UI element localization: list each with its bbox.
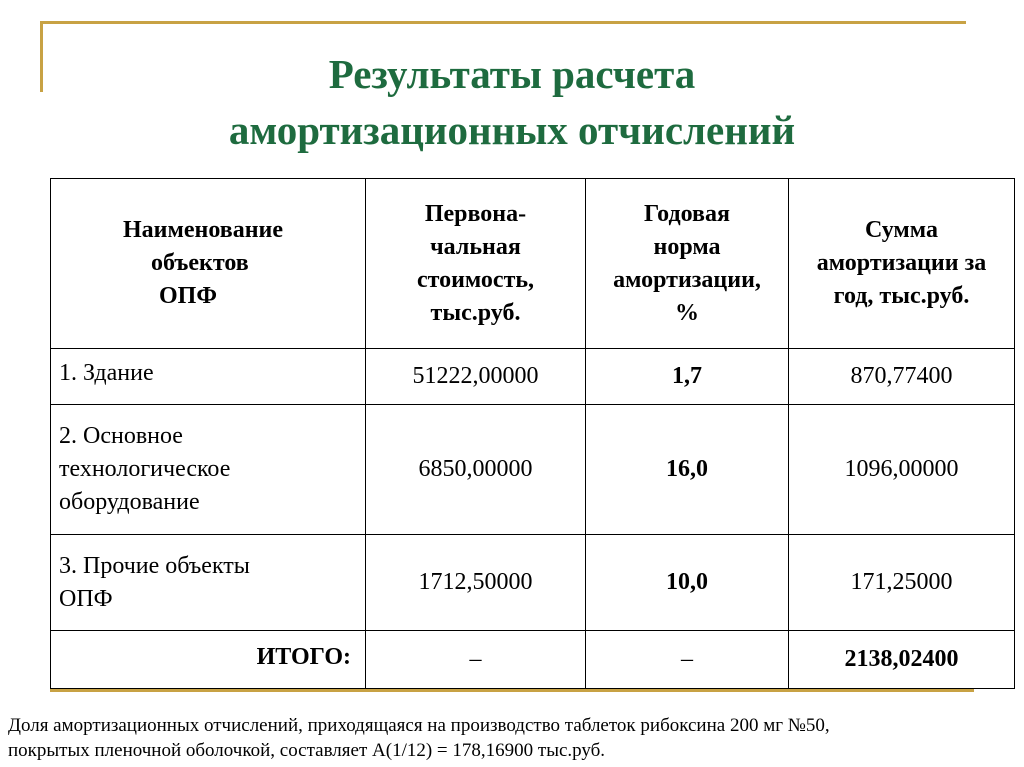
title-line-1: Результаты расчета	[328, 51, 696, 97]
header-rate: Годовая норма амортизации, %	[586, 179, 789, 349]
total-rate: –	[586, 631, 789, 689]
title-line-2: амортизационных отчислений	[228, 107, 796, 153]
header-name-l1: Наименование	[123, 217, 283, 243]
row-sum: 870,77400	[789, 349, 1015, 405]
row-name: 2. Основное технологическое оборудование	[51, 405, 366, 535]
footnote-line-2: покрытых пленочной оболочкой, составляет А(1/12) = 178,16900 тыс.руб.	[8, 740, 606, 761]
table-total-row	[51, 631, 1015, 689]
footnote-line-1: Доля амортизационных отчислений, приходящаяся на производство таблеток рибоксина 200 мг №50,	[8, 715, 830, 736]
footnote	[8, 713, 1018, 763]
row-name: 1. Здание	[51, 349, 366, 405]
depreciation-table	[50, 178, 1015, 689]
header-name-l2: объектов	[151, 250, 249, 276]
table-row	[51, 405, 1015, 535]
table-header-row	[51, 179, 1015, 349]
header-sum: Сумма амортизации за год, тыс.руб.	[789, 179, 1015, 349]
frame-bottom-line	[50, 689, 974, 692]
row-sum: 1096,00000	[789, 405, 1015, 535]
total-cost: –	[366, 631, 586, 689]
row-cost: 6850,00000	[366, 405, 586, 535]
row-rate: 10,0	[586, 535, 789, 631]
slide-title	[0, 46, 1024, 158]
row-name: 3. Прочие объекты ОПФ	[51, 535, 366, 631]
row-sum: 171,25000	[789, 535, 1015, 631]
row-rate: 16,0	[586, 405, 789, 535]
total-sum: 2138,02400	[789, 631, 1015, 689]
table-row	[51, 349, 1015, 405]
frame-top-line	[40, 21, 966, 24]
total-label: ИТОГО:	[51, 631, 366, 689]
header-name-l3: ОПФ	[159, 283, 217, 309]
row-cost: 51222,00000	[366, 349, 586, 405]
header-cost: Первона- чальная стоимость, тыс.руб.	[366, 179, 586, 349]
header-name	[51, 179, 366, 349]
table-row	[51, 535, 1015, 631]
row-cost: 1712,50000	[366, 535, 586, 631]
row-rate: 1,7	[586, 349, 789, 405]
